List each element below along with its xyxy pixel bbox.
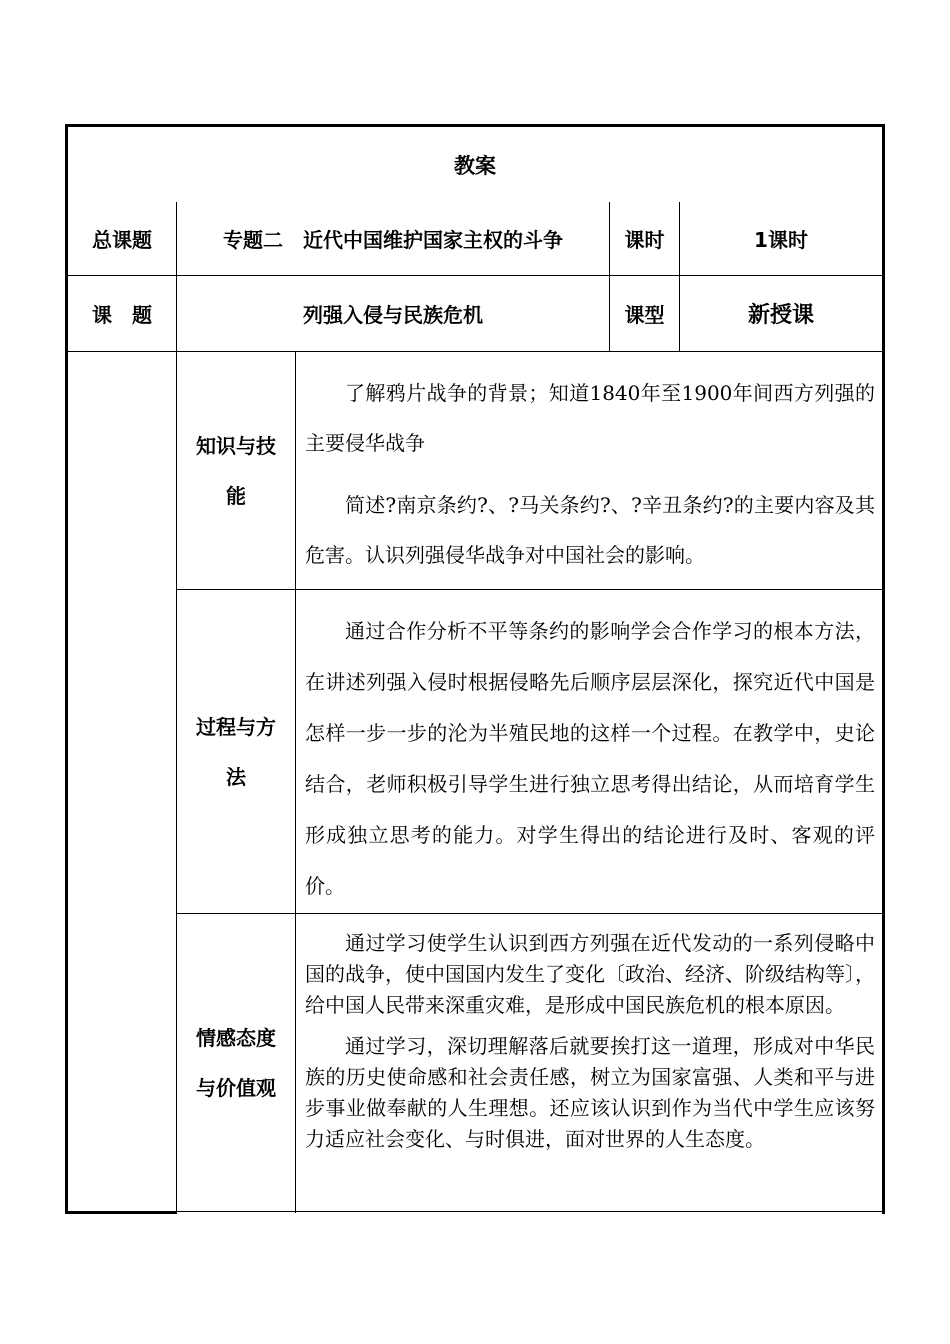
course-label: 总课题 <box>92 228 152 252</box>
objective-label-line2: 法 <box>226 764 246 789</box>
type-value: 新授课 <box>747 303 814 328</box>
objective-label-line1: 知识与技 <box>196 433 276 458</box>
topic-label: 课 题 <box>92 303 152 327</box>
hours-label: 课时 <box>624 228 665 252</box>
objective-label-line1: 情感态度 <box>196 1025 276 1050</box>
table-border-bottom-right <box>177 1211 885 1212</box>
objective-label-line2: 与价值观 <box>196 1075 276 1100</box>
document-title: 教案 <box>454 154 496 178</box>
objective-paragraph: 通过合作分析不平等条约的影响学会合作学习的根本方法，在讲述列强入侵时根据侵略先后顺序层层深化，探究近代中国是怎样一步一步的沦为半殖民地的这样一个过程。在教学中，史论结合，老师积极引导学生进行独立思考得出结论，从而培育学生形成独立思考的能力。对学生得出的结论进行及时、客观的评价。 <box>305 619 875 898</box>
objective-label-knowledge <box>177 352 295 589</box>
objective-content-values <box>305 928 875 1155</box>
objective-label-line1: 过程与方 <box>196 714 276 739</box>
hours-value: 1课时 <box>754 228 808 252</box>
table-border-bottom <box>65 1211 177 1214</box>
objective-label-process <box>177 590 295 913</box>
table-border-right <box>882 124 885 1214</box>
objective-paragraph: 了解鸦片战争的背景；知道1840年至1900年间西方列强的主要侵华战争 <box>305 381 875 455</box>
type-label: 课型 <box>624 303 665 327</box>
objective-label-line2: 能 <box>226 483 246 508</box>
topic-value: 列强入侵与民族危机 <box>303 303 483 327</box>
rule-objective-divider <box>295 351 296 1213</box>
objective-paragraph: 通过学习使学生认识到西方列强在近代发动的一系列侵略中国的战争，使中国国内发生了变化〔政治、经济、阶级结构等〕，给中国人民带来深重灾难，是形成中国民族危机的根本原因。 <box>305 931 875 1017</box>
course-value: 专题二 近代中国维护国家主权的斗争 <box>223 228 563 252</box>
objective-content-knowledge <box>305 368 875 580</box>
objective-paragraph: 简述?南京条约?、?马关条约?、?辛丑条约?的主要内容及其危害。认识列强侵华战争对中国社会的影响。 <box>305 493 875 567</box>
objective-content-process <box>305 606 875 912</box>
objective-paragraph: 通过学习，深切理解落后就要挨打这一道理，形成对中华民族的历史使命感和社会责任感，树立为国家富强、人类和平与进步事业做奉献的人生理想。还应该认识到作为当代中学生应该努力适应社会变化、与时俱进，面对世界的人生态度。 <box>305 1034 875 1151</box>
objective-label-values <box>177 914 295 1211</box>
